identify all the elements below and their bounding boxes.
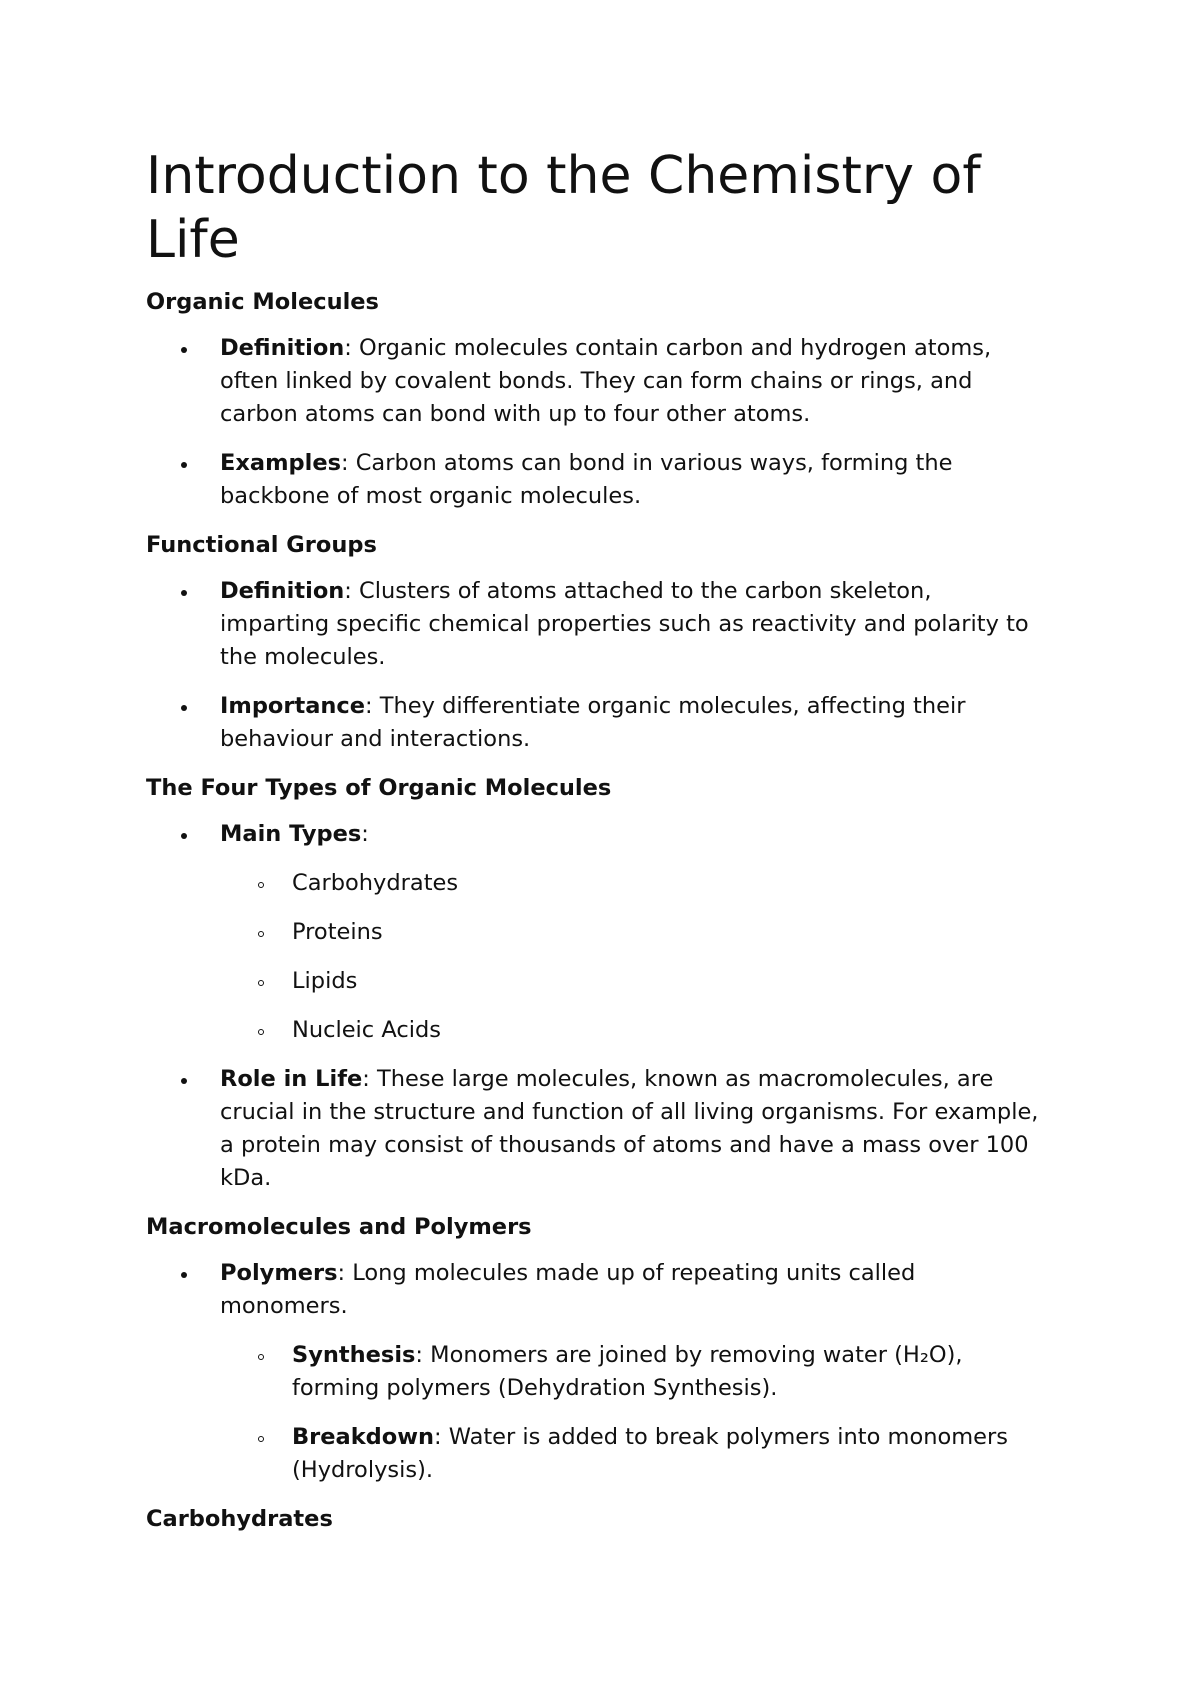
bullet-dot-icon bbox=[181, 833, 187, 839]
bullet-dot-icon bbox=[181, 1078, 187, 1084]
sub-bullet-item bbox=[220, 916, 1040, 949]
bullet-term: Definition bbox=[220, 578, 345, 604]
bullet-dot-icon bbox=[181, 590, 187, 596]
bullet-item bbox=[146, 690, 1040, 756]
sub-bullet-item bbox=[220, 965, 1040, 998]
bullet-item bbox=[146, 332, 1040, 431]
sub-bullet-text: : Monomers are joined by removing water (H₂O), forming polymers (Dehydration Synthesis). bbox=[292, 1342, 963, 1401]
sub-bullet-text: Lipids bbox=[292, 968, 358, 994]
bullet-list bbox=[146, 818, 1040, 1195]
sub-bullet-circle-icon bbox=[258, 1436, 264, 1442]
bullet-text bbox=[220, 335, 991, 427]
sub-bullet-circle-icon bbox=[258, 1029, 264, 1035]
bullet-description: : Clusters of atoms attached to the carbon skeleton, imparting specific chemical properties such as reactivity and polarity to the molecules. bbox=[220, 578, 1029, 670]
bullet-dot-icon bbox=[181, 1272, 187, 1278]
bullet-list bbox=[146, 332, 1040, 513]
section bbox=[146, 1503, 1040, 1535]
section bbox=[146, 1211, 1040, 1487]
bullet-term: Examples bbox=[220, 450, 341, 476]
bullet-item bbox=[146, 1257, 1040, 1487]
sub-bullet-list bbox=[220, 867, 1040, 1047]
bullet-description: : Organic molecules contain carbon and hydrogen atoms, often linked by covalent bonds. They can form chains or rings, and carbon atoms can bond with up to four other atoms. bbox=[220, 335, 992, 427]
bullet-term: Importance bbox=[220, 693, 366, 719]
section-heading: Macromolecules and Polymers bbox=[146, 1214, 532, 1240]
sub-bullet-text: : Water is added to break polymers into monomers (Hydrolysis). bbox=[292, 1424, 1008, 1483]
bullet-dot-icon bbox=[181, 462, 187, 468]
section-heading: Functional Groups bbox=[146, 532, 377, 558]
bullet-text bbox=[220, 1260, 915, 1319]
bullet-description: : bbox=[361, 821, 369, 847]
bullet-text bbox=[220, 693, 965, 752]
bullet-item bbox=[146, 818, 1040, 1047]
document-title: Introduction to the Chemistry of Life bbox=[146, 146, 981, 270]
bullet-description: : Long molecules made up of repeating units called monomers. bbox=[220, 1260, 916, 1319]
bullet-term: Polymers bbox=[220, 1260, 338, 1286]
bullet-item bbox=[146, 447, 1040, 513]
sub-bullet-circle-icon bbox=[258, 931, 264, 937]
bullet-text bbox=[220, 578, 1029, 670]
bullet-item bbox=[146, 575, 1040, 674]
bullet-term: Main Types bbox=[220, 821, 362, 847]
bullet-description: : These large molecules, known as macromolecules, are crucial in the structure and function of all living organisms. For example, a protein may consist of thousands of atoms and have a mass over 100 kDa. bbox=[220, 1066, 1039, 1191]
section-heading: Carbohydrates bbox=[146, 1506, 333, 1532]
sub-bullet-text: Nucleic Acids bbox=[292, 1017, 441, 1043]
sub-bullet-term: Synthesis bbox=[292, 1342, 416, 1368]
bullet-text bbox=[220, 1066, 1038, 1191]
bullet-dot-icon bbox=[181, 347, 187, 353]
sub-bullet-text: Proteins bbox=[292, 919, 383, 945]
section bbox=[146, 529, 1040, 756]
sub-bullet-circle-icon bbox=[258, 980, 264, 986]
sub-bullet-circle-icon bbox=[258, 882, 264, 888]
bullet-term: Definition bbox=[220, 335, 345, 361]
section bbox=[146, 286, 1040, 513]
bullet-term: Role in Life bbox=[220, 1066, 363, 1092]
section-heading: The Four Types of Organic Molecules bbox=[146, 775, 612, 801]
sub-bullet-item bbox=[220, 1421, 1040, 1487]
bullet-list bbox=[146, 1257, 1040, 1487]
bullet-text bbox=[220, 821, 369, 847]
bullet-text bbox=[220, 450, 952, 509]
section-heading: Organic Molecules bbox=[146, 289, 379, 315]
sub-bullet-item bbox=[220, 1014, 1040, 1047]
sub-bullet-item bbox=[220, 1339, 1040, 1405]
bullet-description: : They differentiate organic molecules, affecting their behaviour and interactions. bbox=[220, 693, 966, 752]
document-body bbox=[146, 286, 1040, 1535]
bullet-list bbox=[146, 575, 1040, 756]
section bbox=[146, 772, 1040, 1195]
sub-bullet-item bbox=[220, 867, 1040, 900]
sub-bullet-text: Carbohydrates bbox=[292, 870, 459, 896]
sub-bullet-circle-icon bbox=[258, 1354, 264, 1360]
bullet-dot-icon bbox=[181, 705, 187, 711]
sub-bullet-term: Breakdown bbox=[292, 1424, 435, 1450]
sub-bullet-list bbox=[220, 1339, 1040, 1487]
bullet-item bbox=[146, 1063, 1040, 1195]
bullet-description: : Carbon atoms can bond in various ways, forming the backbone of most organic molecules. bbox=[220, 450, 953, 509]
